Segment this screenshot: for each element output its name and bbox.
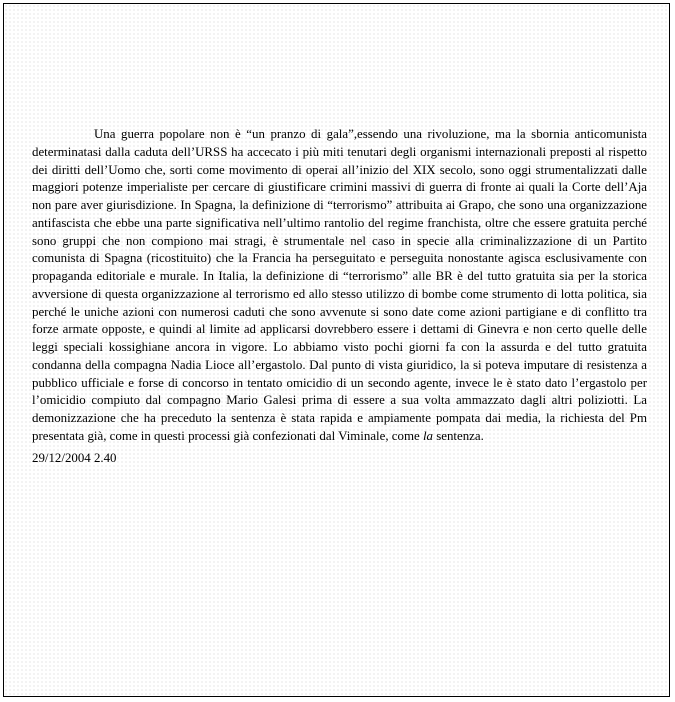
document-frame: [3, 3, 670, 697]
paragraph-main-text: Una guerra popolare non è “un pranzo di gala”,essendo una rivoluzione, ma la sbornia anticomunista determinatasi dalla caduta dell’URSS ha accecato i più miti tenutari degli organismi internazionali preposti al rispetto dei diritti dell’Uomo che, sorti come movimento di operai all’inizio del XIX secolo, sono oggi strumentalizzati dalle maggiori potenze imperialiste per cercare di giustificare crimini massivi di guerra di fronte ai quali la Corte dell’Aja non pare aver giurisdizione. In Spagna, la definizione di “terrorismo” attribuita ai Grapo, che sono una organizzazione antifascista che ebbe una parte significativa nell’ultimo rantolio del regime franchista, oltre che essere gratuita perché sono gruppi che non compiono mai stragi, è strumentale nel caso in specie alla criminalizzazione di un Partito comunista di Spagna (ricostituito) che la Francia ha perseguitato e perseguita nonostante agisca esclusivamente con propaganda editoriale e murale. In Italia, la definizione di “terrorismo” alle BR è del tutto gratuita sia per la storica avversione di questa organizzazione al terrorismo ed allo stesso utilizzo di bombe come strumento di lotta politica, sia perché le uniche azioni con numerosi caduti che sono avvenute si sono date come azioni partigiane e di conflitto tra forze armate opposte, e quindi al limite ad applicarsi dovrebbero essere i dettami di Ginevra e non certo quelle delle leggi speciali kossighiane ancora in vigore. Lo abbiamo visto pochi giorni fa con la assurda e del tutto gratuita condanna della compagna Nadia Lioce all’ergastolo. Dal punto di vista giuridico, la si poteva imputare di resistenza a pubblico ufficiale e forse di concorso in tentato omicidio di un secondo agente, invece le è stato dato l’ergastolo per l’omicidio compiuto dal compagno Mario Galesi prima di essere a sua volta ammazzato dagli altri poliziotti. La demonizzazione che ha preceduto la sentenza è stata rapida e ampiamente pompata dai media, la richiesta del Pm presentata già, come in questi processi già confezionati dal Viminale, come: [32, 127, 647, 443]
paragraph-ending: sentenza.: [432, 428, 484, 443]
article-text-block: [32, 126, 647, 467]
article-paragraph: [32, 126, 647, 446]
timestamp: 29/12/2004 2.40: [32, 450, 117, 465]
emphasized-word: la: [422, 428, 433, 443]
